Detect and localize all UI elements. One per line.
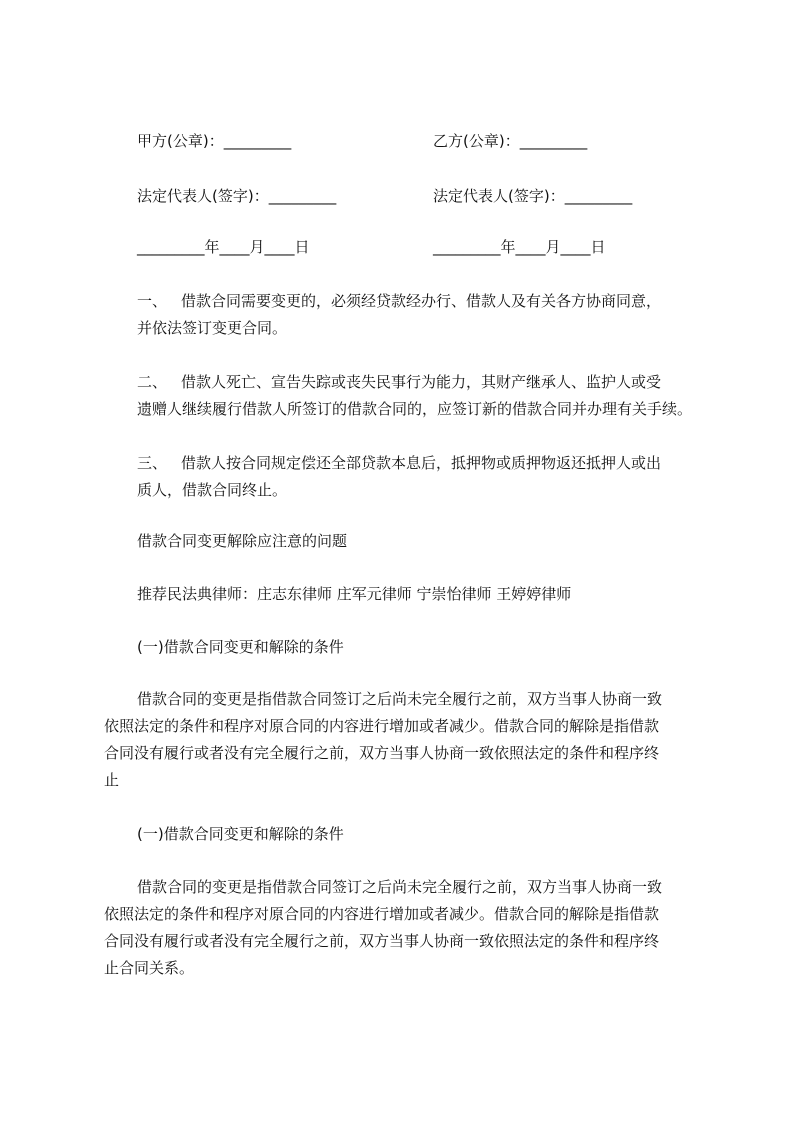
clause-1-first-line (137, 291, 661, 311)
clause-3-first-line (137, 453, 661, 473)
party-a-date-field: _________年____月____日 (137, 238, 310, 256)
subsection-1-line-4: 止 (104, 771, 120, 789)
section-title: 借款合同变更解除应注意的问题 (137, 532, 348, 550)
subsection-1-line-1: 借款合同的变更是指借款合同签订之后尚未完全履行之前，双方当事人协商一致 (137, 690, 663, 708)
clause-3-second-line: 质人，借款合同终止。 (137, 481, 288, 499)
party-a-representative-field: 法定代表人(签字)：_________ (137, 187, 337, 205)
recommended-lawyers: 推荐民法典律师：庄志东律师 庄军元律师 宁崇怡律师 王婷婷律师 (137, 585, 572, 603)
party-a-seal-field: 甲方(公章)：_________ (137, 132, 292, 150)
clause-2-text: 借款人死亡、宣告失踪或丧失民事行为能力，其财产继承人、监护人或受 (181, 373, 662, 391)
subsection-2-line-3: 合同没有履行或者没有完全履行之前，双方当事人协商一致依照法定的条件和程序终 (104, 932, 660, 950)
subsection-2-line-2: 依照法定的条件和程序对原合同的内容进行增加或者减少。借款合同的解除是指借款 (104, 905, 660, 923)
clause-2-first-line (137, 372, 661, 392)
subsection-1-line-3: 合同没有履行或者没有完全履行之前，双方当事人协商一致依照法定的条件和程序终 (104, 744, 660, 762)
clause-3-text: 借款人按合同规定偿还全部贷款本息后，抵押物或质押物返还抵押人或出 (181, 454, 662, 472)
subsection-2-line-4: 止合同关系。 (104, 959, 195, 977)
subsection-2-line-1: 借款合同的变更是指借款合同签订之后尚未完全履行之前，双方当事人协商一致 (137, 878, 663, 896)
clause-3-number: 三、 (137, 454, 168, 472)
clause-1-text: 借款合同需要变更的，必须经贷款经办行、借款人及有关各方协商同意， (181, 292, 662, 310)
party-b-seal-field: 乙方(公章)：_________ (433, 132, 588, 150)
clause-2-number: 二、 (137, 373, 168, 391)
subsection-1-heading: (一)借款合同变更和解除的条件 (137, 638, 344, 656)
subsection-1-line-2: 依照法定的条件和程序对原合同的内容进行增加或者减少。借款合同的解除是指借款 (104, 717, 660, 735)
party-b-date-field: _________年____月____日 (433, 238, 606, 256)
clause-2-second-line: 遗赠人继续履行借款人所签订的借款合同的，应签订新的借款合同并办理有关手续。 (137, 400, 693, 418)
clause-1-second-line: 并依法签订变更合同。 (137, 319, 288, 337)
party-b-representative-field: 法定代表人(签字)：_________ (433, 187, 633, 205)
clause-1-number: 一、 (137, 292, 168, 310)
subsection-2-heading: (一)借款合同变更和解除的条件 (137, 825, 344, 843)
